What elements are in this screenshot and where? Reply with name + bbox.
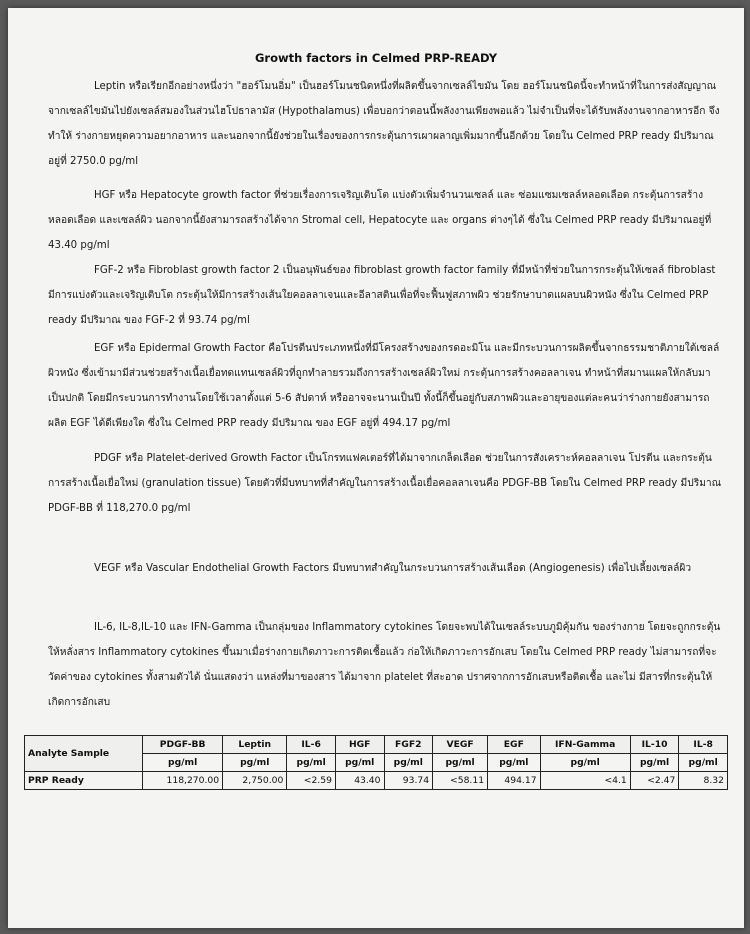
unit-cell: pg/ml (287, 754, 336, 772)
value-cell: 8.32 (679, 772, 728, 790)
column-header: IL-8 (679, 736, 728, 754)
paragraph-hgf: HGF หรือ Hepatocyte growth factor ที่ช่วยเรื่องการเจริญเติบโต แบ่งตัวเพิ่มจำนวนเซลล์ และ ซ่อมแซมเซลล์หลอดเลือด กระตุ้นการสร้างหลอดเลือด และเซลล์ผิว นอกจากนี้ยังสามารถสร้างได้จาก Stromal cell, Hepatocyte และ organs ต่างๆได้ ซึ่งใน Celmed PRP ready มีปริมาณอยู่ที่ 43.40 pg/ml (48, 190, 712, 251)
column-header: EGF (488, 736, 540, 754)
paragraph-egf: EGF หรือ Epidermal Growth Factor คือโปรตีนประเภทหนึ่งที่มีโครงสร้างของกรดอะมิโน และมีกระบวนการผลิตขึ้นจากธรรมชาติภายใต้เซลล์ผิวหนัง ซึ่งเข้ามามีส่วนช่วยสร้างเนื้อเยื่อทดแทนเซลล์ผิวที่ถูกทำลายรวมถึงการสร้างเซลล์ผิวใหม่ กระตุ้นการสร้างคอลลาเจน ทำหน้าที่สมานแผลให้กลับมาเป็นปกติ โดยมีกระบวนการทำงานโดยใช้เวลาตั้งแต่ 5-6 สัปดาห์ หรืออาจจะนานเป็นปี ทั้งนี้ก็ขึ้นอยู่กับสภาพผิวและอายุของแต่ละคนว่าร่างกายยังสามารถผลิต EGF ได้ดีเพียงใด ซึ่งใน Celmed PRP ready มีปริมาณ ของ EGF อยู่ที่ 494.17 pg/ml (48, 343, 720, 429)
unit-cell: pg/ml (384, 754, 433, 772)
paragraph-pdgf: PDGF หรือ Platelet-derived Growth Factor เป็นโกรทแฟคเตอร์ที่ได้มาจากเกล็ดเลือด ช่วยในการสังเคราะห์คอลลาเจน โปรตีน และกระตุ้นการสร้างเนื้อเยื่อใหม่ (granulation tissue) โดยตัวที่มีบทบาทที่สำคัญในการสร้างเนื้อเยื่อคอลลาเจนคือ PDGF-BB โดยใน Celmed PRP ready มีปริมาณ PDGF-BB ที่ 118,270.0 pg/ml (48, 453, 722, 514)
paragraph-vegf: VEGF หรือ Vascular Endothelial Growth Factors มีบทบาทสำคัญในกระบวนการสร้างเส้นเลือด (Angiogenesis) เพื่อไปเลี้ยงเซลล์ผิว (94, 563, 692, 574)
column-header: HGF (335, 736, 384, 754)
value-cell: <4.1 (540, 772, 630, 790)
value-cell: 93.74 (384, 772, 433, 790)
value-cell: 494.17 (488, 772, 540, 790)
unit-cell: pg/ml (143, 754, 223, 772)
unit-cell: pg/ml (335, 754, 384, 772)
paragraph-fgf2: FGF-2 หรือ Fibroblast growth factor 2 เป็นอนุพันธ์ของ fibroblast growth factor family ที่มีหน้าที่ช่วยในการกระตุ้นให้เซลล์ fibroblast มีการแบ่งตัวและเจริญเติบโต กระตุ้นให้มีการสร้างเส้นใยคอลลาเจนและอีลาสตินเพื่อที่จะฟื้นฟูสภาพผิว ช่วยรักษาบาดแผลบนผิวหนัง ซึ่งใน Celmed PRP ready มีปริมาณ ของ FGF-2 ที่ 93.74 pg/ml (48, 265, 716, 326)
unit-cell: pg/ml (433, 754, 488, 772)
table-corner-label: Analyte Sample (25, 736, 143, 772)
unit-cell: pg/ml (223, 754, 287, 772)
results-table (24, 735, 728, 790)
column-header: VEGF (433, 736, 488, 754)
paragraph-leptin: Leptin หรือเรียกอีกอย่างหนึ่งว่า "ฮอร์โมนอิ่ม" เป็นฮอร์โมนชนิดหนึ่งที่ผลิตขึ้นจากเซลล์ไขมัน โดย ฮอร์โมนชนิดนี้จะทำหน้าที่ในการส่งสัญญาณจากเซลล์ไขมันไปยังเซลล์สมองในส่วนไฮโปธาลามัส (Hypothalamus) เพื่อบอกว่าตอนนี้พลังงานเพียงพอแล้ว ไม่จำเป็นที่จะได้รับพลังงานจากอาหารอีก จึงทำให้ ร่างกายหยุดความอยากอาหาร และนอกจากนี้ยังช่วยในเรื่องของการกระตุ้นการเผาผลาญเพิ่มมากขึ้นอีกด้วย โดยใน Celmed PRP ready มีปริมาณอยู่ที่ 2750.0 pg/ml (48, 81, 720, 167)
table-row (25, 772, 728, 790)
unit-cell: pg/ml (630, 754, 679, 772)
unit-cell: pg/ml (540, 754, 630, 772)
column-header: IFN-Gamma (540, 736, 630, 754)
column-header: FGF2 (384, 736, 433, 754)
document-page (8, 8, 744, 928)
column-header: PDGF-BB (143, 736, 223, 754)
column-header: Leptin (223, 736, 287, 754)
value-cell: 2,750.00 (223, 772, 287, 790)
value-cell: 118,270.00 (143, 772, 223, 790)
unit-cell: pg/ml (488, 754, 540, 772)
column-header: IL-6 (287, 736, 336, 754)
value-cell: 43.40 (335, 772, 384, 790)
row-label: PRP Ready (25, 772, 143, 790)
document-title: Growth factors in Celmed PRP-READY (254, 51, 498, 65)
column-header: IL-10 (630, 736, 679, 754)
value-cell: <2.59 (287, 772, 336, 790)
paragraph-cytokines: IL-6, IL-8,IL-10 และ IFN-Gamma เป็นกลุ่มของ Inflammatory cytokines โดยจะพบได้ในเซลล์ระบบภูมิคุ้มกัน ของร่างกาย โดยจะถูกกระตุ้นให้หลั่งสาร Inflammatory cytokines ขึ้นมาเมื่อร่างกายเกิดภาวะการติดเชื้อแล้ว ก่อให้เกิดภาวะการอักเสบ โดยใน Celmed PRP ready ไม่สามารถที่จะวัดค่าของ cytokines ทั้งสามตัวได้ นั่นแสดงว่า แหล่งที่มาของสาร ได้มาจาก platelet ที่สะอาด ปราศจากการอักเสบหรือติดเชื้อ และไม่ มีสารที่กระตุ้นให้เกิดการอักเสบ (48, 622, 721, 708)
unit-cell: pg/ml (679, 754, 728, 772)
value-cell: <58.11 (433, 772, 488, 790)
table-header-row (25, 736, 728, 754)
value-cell: <2.47 (630, 772, 679, 790)
